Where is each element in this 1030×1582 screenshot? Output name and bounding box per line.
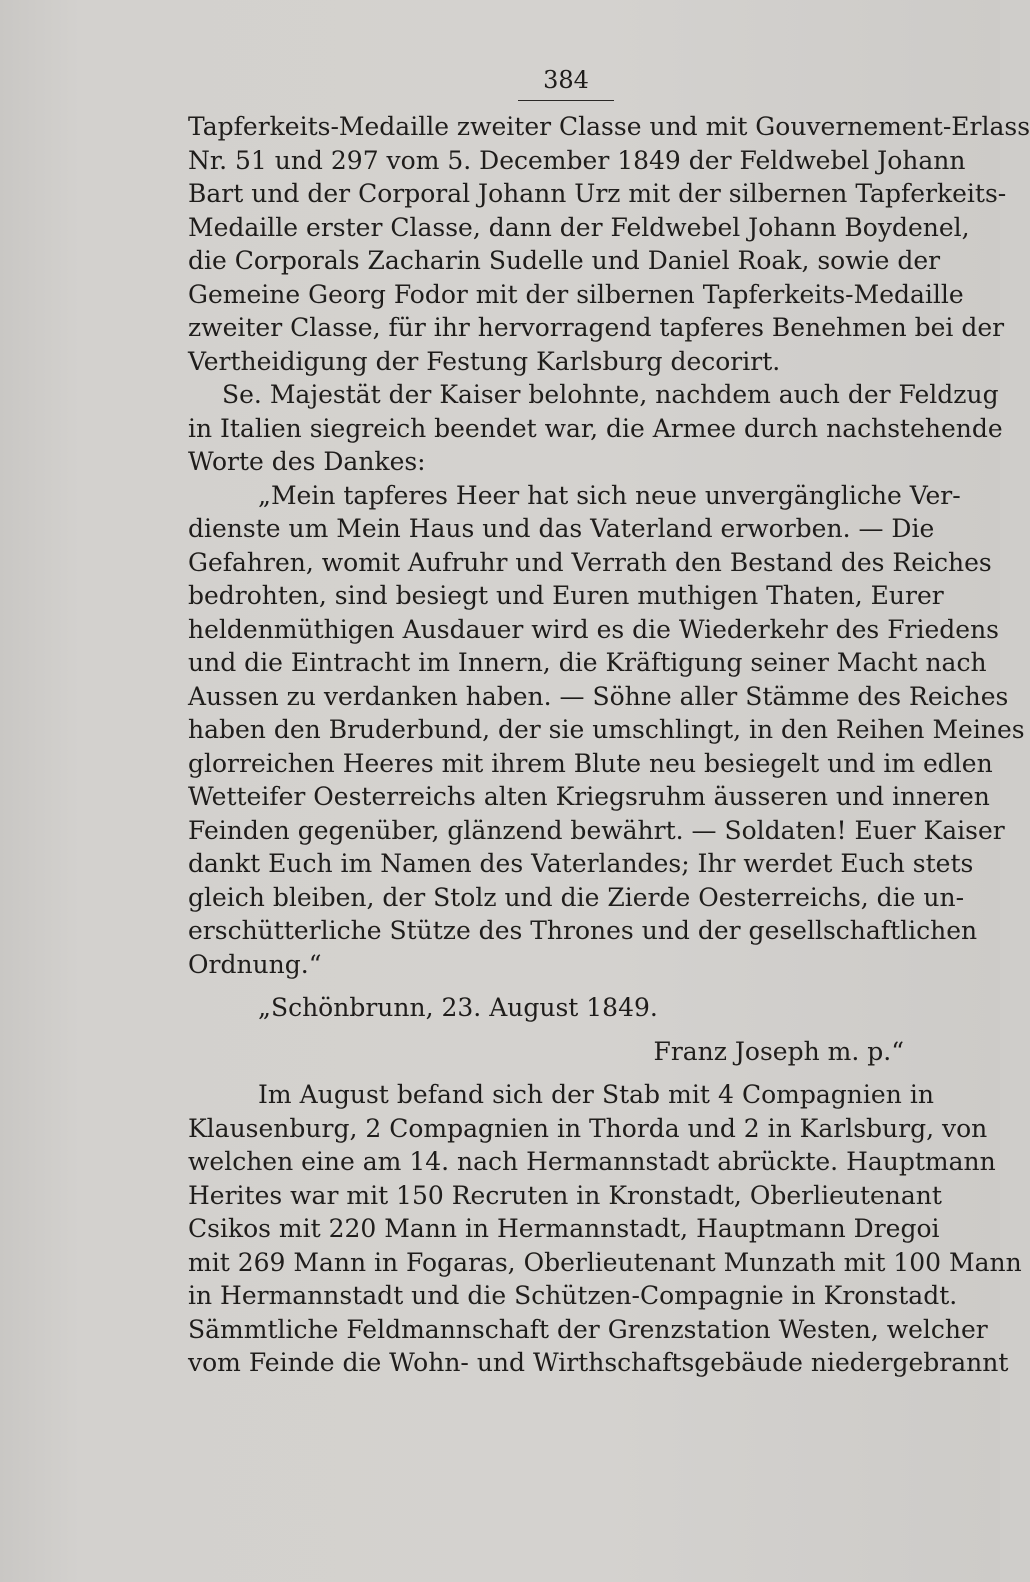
text-line: in Italien siegreich beendet war, die Armee durch nachstehende xyxy=(188,413,1003,443)
text-line: haben den Bruderbund, der sie umschlingt, in den Reihen Meines xyxy=(188,715,1025,744)
text-line: erschütterliche Stütze des Thrones und der gesellschaftlichen xyxy=(188,916,978,945)
text-line: mit 269 Mann in Fogaras, Oberlieutenant Munzath mit 100 Mann xyxy=(188,1247,1022,1277)
text-line: gleich bleiben, der Stolz und die Zierde Oesterreichs, die un- xyxy=(188,882,965,912)
text-line: welchen eine am 14. nach Hermannstadt abrückte. Hauptmann xyxy=(188,1147,996,1176)
body-text xyxy=(188,110,1030,1380)
text-line: Csikos mit 220 Mann in Hermannstadt, Hauptmann Dregoi xyxy=(188,1214,940,1243)
text-line: Klausenburg, 2 Compagnien in Thorda und 2 in Karlsburg, von xyxy=(188,1113,988,1143)
text-line: Herites war mit 150 Recruten in Kronstadt, Oberlieutenant xyxy=(188,1180,942,1210)
text-line: Feinden gegenüber, glänzend bewährt. — Soldaten! Euer Kaiser xyxy=(188,815,1005,845)
page-number: 384 xyxy=(543,66,589,94)
text-line: in Hermannstadt und die Schützen-Compagnie in Kronstadt. xyxy=(188,1281,958,1310)
text-line: Ordnung.“ xyxy=(188,949,322,979)
text-line: dienste um Mein Haus und das Vaterland erworben. — Die xyxy=(188,514,935,543)
text-line: Wetteifer Oesterreichs alten Kriegsruhm äusseren und inneren xyxy=(188,782,990,811)
text-line: heldenmüthigen Ausdauer wird es die Wiederkehr des Friedens xyxy=(188,614,1000,644)
text-line: Franz Joseph m. p.“ xyxy=(653,1036,904,1066)
text-line: „Mein tapferes Heer hat sich neue unvergängliche Ver- xyxy=(258,480,961,510)
text-line: Sämmtliche Feldmannschaft der Grenzstation Westen, welcher xyxy=(188,1314,988,1344)
text-line: und die Eintracht im Innern, die Kräftigung seiner Macht nach xyxy=(188,648,987,677)
text-line: Bart und der Corporal Johann Urz mit der silbernen Tapferkeits- xyxy=(188,179,1007,208)
text-line: Se. Majestät der Kaiser belohnte, nachdem auch der Feldzug xyxy=(222,380,999,409)
text-line: die Corporals Zacharin Sudelle und Daniel Roak, sowie der xyxy=(188,246,941,275)
text-line: Gemeine Georg Fodor mit der silbernen Tapferkeits-Medaille xyxy=(188,279,964,309)
text-line: Tapferkeits-Medaille zweiter Classe und mit Gouvernement-Erlass xyxy=(188,112,1030,141)
text-line: Nr. 51 und 297 vom 5. December 1849 der Feldwebel Johann xyxy=(188,145,966,175)
text-line: zweiter Classe, für ihr hervorragend tapferes Benehmen bei der xyxy=(188,313,1005,342)
text-line: Aussen zu verdanken haben. — Söhne aller Stämme des Reiches xyxy=(188,681,1009,711)
text-line: glorreichen Heeres mit ihrem Blute neu besiegelt und im edlen xyxy=(188,748,993,778)
text-line: Gefahren, womit Aufruhr und Verrath den Bestand des Reiches xyxy=(188,547,992,577)
text-line: Worte des Dankes: xyxy=(188,447,426,476)
text-line: „Schönbrunn, 23. August 1849. xyxy=(258,993,658,1022)
text-line: vom Feinde die Wohn- und Wirthschaftsgebäude niedergebrannt xyxy=(188,1348,1009,1377)
header-rule xyxy=(518,100,614,101)
text-line: Medaille erster Classe, dann der Feldwebel Johann Boydenel, xyxy=(188,212,970,242)
text-line: dankt Euch im Namen des Vaterlandes; Ihr werdet Euch stets xyxy=(188,849,974,878)
text-line: Vertheidigung der Festung Karlsburg decorirt. xyxy=(188,346,781,376)
text-line: bedrohten, sind besiegt und Euren muthigen Thaten, Eurer xyxy=(188,581,944,610)
text-line: Im August befand sich der Stab mit 4 Compagnien in xyxy=(258,1080,934,1109)
